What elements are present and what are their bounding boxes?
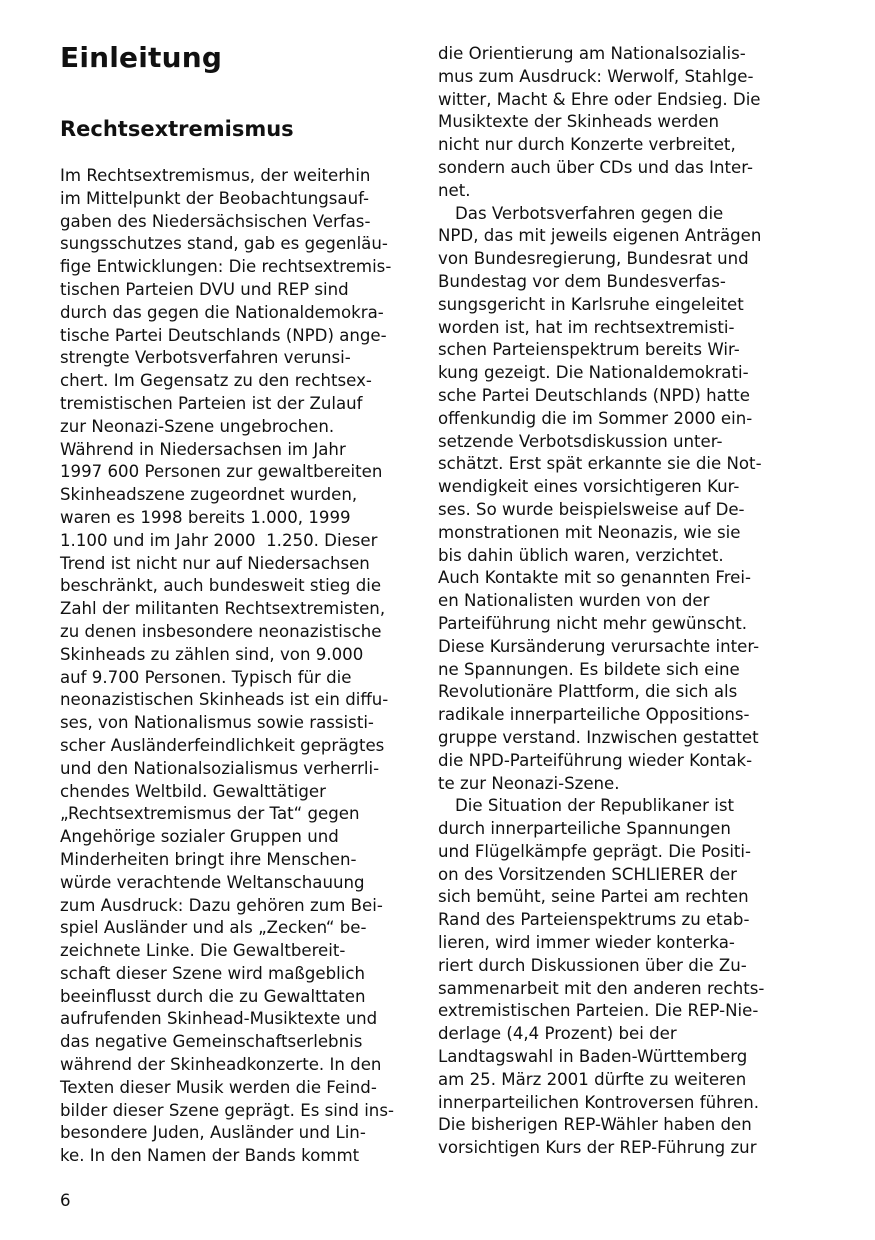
text-line: mus zum Ausdruck: Werwolf, Stahlge- [438,66,754,86]
text-line: Im Rechtsextremismus, der weiterhin [60,166,371,185]
text-line: das negative Gemeinschaftserlebnis [60,1032,363,1052]
text-line: durch das gegen die Nationaldemokra- [60,302,384,322]
text-line: „Rechtsextremismus der Tat“ gegen [60,804,360,824]
text-line: setzende Verbotsdiskussion unter- [438,431,723,451]
text-line: radikale innerparteiliche Oppositions- [438,705,750,725]
text-line: Die bisherigen REP-Wähler haben den [438,1115,752,1135]
text-line: net. [438,180,471,200]
text-line: scher Ausländerfeindlichkeit geprägtes [60,735,385,755]
text-line: wendigkeit eines vorsichtigeren Kur- [438,477,740,497]
right-text-column [438,43,790,1160]
text-line: tremistischen Parteien ist der Zulauf [60,393,363,413]
text-line: fige Entwicklungen: Die rechtsextremis- [60,257,392,277]
text-line: von Bundesregierung, Bundesrat und [438,249,749,269]
text-line: Texten dieser Musik werden die Feind- [60,1077,377,1097]
text-line: würde verachtende Weltanschauung [60,872,365,892]
text-line: strengte Verbotsverfahren verunsi- [60,348,351,368]
text-line: derlage (4,4 Prozent) bei der [438,1024,677,1044]
text-line: schätzt. Erst spät erkannte sie die Not- [438,454,762,474]
text-line: gruppe verstand. Inzwischen gestattet [438,727,759,747]
text-line: sche Partei Deutschlands (NPD) hatte [438,385,750,405]
text-line: und den Nationalsozialismus verherrli- [60,758,380,778]
text-line: Skinheads zu zählen sind, von 9.000 [60,644,364,664]
text-line: ses. So wurde beispielsweise auf De- [438,499,745,519]
text-line: Revolutionäre Plattform, die sich als [438,682,738,702]
text-line: Landtagswahl in Baden-Württemberg [438,1047,748,1067]
text-line: 1997 600 Personen zur gewaltbereiten [60,462,383,482]
text-line: kung gezeigt. Die Nationaldemokrati- [438,363,749,383]
text-line: durch innerparteiliche Spannungen [438,819,731,839]
text-line: Rand des Parteienspektrums zu etab- [438,910,750,930]
text-line: nicht nur durch Konzerte verbreitet, [438,135,736,155]
text-line: tische Partei Deutschlands (NPD) ange- [60,325,387,345]
text-line: monstrationen mit Neonazis, wie sie [438,522,741,542]
text-line: lieren, wird immer wieder konterka- [438,933,735,953]
text-line: ses, von Nationalismus sowie rassisti- [60,713,374,733]
text-line: bis dahin üblich waren, verzichtet. [438,545,724,565]
text-line: schen Parteienspektrum bereits Wir- [438,340,740,360]
text-line: on des Vorsitzenden SCHLIERER der [438,864,737,884]
text-line: Parteiführung nicht mehr gewünscht. [438,613,748,633]
text-line: besondere Juden, Ausländer und Lin- [60,1123,366,1143]
text-line: aufrufenden Skinhead-Musiktexte und [60,1009,378,1029]
text-line: extremistischen Parteien. Die REP-Nie- [438,1001,759,1021]
text-line: zu denen insbesondere neonazistische [60,621,382,641]
text-line: sungsschutzes stand, gab es gegenläu- [60,234,388,254]
text-line: Bundestag vor dem Bundesverfas- [438,271,726,291]
text-line: im Mittelpunkt der Beobachtungsauf- [60,188,370,208]
text-line: Trend ist nicht nur auf Niedersachsen [60,553,370,573]
text-line: witter, Macht & Ehre oder Endsieg. Die [438,89,761,109]
text-line: auf 9.700 Personen. Typisch für die [60,667,352,687]
text-line: te zur Neonazi-Szene. [438,773,620,793]
text-line: sich bemüht, seine Partei am rechten [438,887,749,907]
text-line: sungsgericht in Karlsruhe eingeleitet [438,294,744,314]
text-line: en Nationalisten wurden von der [438,591,710,611]
text-line: chert. Im Gegensatz zu den rechtsex- [60,371,372,391]
text-line: Musiktexte der Skinheads werden [438,112,719,132]
text-line: die NPD-Parteiführung wieder Kontak- [438,750,753,770]
text-line: Zahl der militanten Rechtsextremisten, [60,599,386,619]
text-line: zum Ausdruck: Dazu gehören zum Bei- [60,895,383,915]
text-line: und Flügelkämpfe geprägt. Die Positi- [438,841,752,861]
text-line: sondern auch über CDs und das Inter- [438,157,753,177]
left-text-column [60,165,412,1168]
text-line: sammenarbeit mit den anderen rechts- [438,978,765,998]
text-line: zeichnete Linke. Die Gewaltbereit- [60,941,346,961]
text-line: Angehörige sozialer Gruppen und [60,827,339,847]
text-line: gaben des Niedersächsischen Verfas- [60,211,371,231]
text-line: spiel Ausländer und als „Zecken“ be- [60,918,367,938]
text-line: schaft dieser Szene wird maßgeblich [60,963,365,983]
text-line: Die Situation der Republikaner ist [455,796,734,816]
text-line: beeinflusst durch die zu Gewalttaten [60,986,366,1006]
text-line: NPD, das mit jeweils eigenen Anträgen [438,226,762,246]
text-line: Diese Kursänderung verursachte inter- [438,636,760,656]
text-line: Minderheiten bringt ihre Menschen- [60,849,357,869]
text-line: chendes Weltbild. Gewalttätiger [60,781,326,801]
text-line: innerparteilichen Kontroversen führen. [438,1092,760,1112]
text-line: Auch Kontakte mit so genannten Frei- [438,568,751,588]
text-line: zur Neonazi-Szene ungebrochen. [60,416,335,436]
text-line: worden ist, hat im rechtsextremisti- [438,317,735,337]
page-number: 6 [60,1191,71,1210]
text-line: 1.100 und im Jahr 2000 1.250. Dieser [60,530,378,550]
page-title: Einleitung [60,41,223,74]
text-line: Skinheadszene zugeordnet wurden, [60,485,358,505]
text-line: Während in Niedersachsen im Jahr [60,439,346,459]
text-line: neonazistischen Skinheads ist ein diffu- [60,690,389,710]
text-line: ne Spannungen. Es bildete sich eine [438,659,740,679]
text-line: riert durch Diskussionen über die Zu- [438,955,747,975]
text-line: am 25. März 2001 dürfte zu weiteren [438,1069,747,1089]
text-line: beschränkt, auch bundesweit stieg die [60,576,382,596]
text-line: offenkundig die im Sommer 2000 ein- [438,408,753,428]
text-line: tischen Parteien DVU und REP sind [60,279,349,299]
section-heading: Rechtsextremismus [60,117,294,141]
text-line: die Orientierung am Nationalsozialis- [438,44,746,63]
text-line: Das Verbotsverfahren gegen die [455,203,724,223]
text-line: bilder dieser Szene geprägt. Es sind ins- [60,1100,394,1120]
text-line: ke. In den Namen der Bands kommt [60,1146,360,1166]
text-line: vorsichtigen Kurs der REP-Führung zur [438,1138,757,1158]
text-line: waren es 1998 bereits 1.000, 1999 [60,507,351,527]
text-line: während der Skinheadkonzerte. In den [60,1055,382,1075]
